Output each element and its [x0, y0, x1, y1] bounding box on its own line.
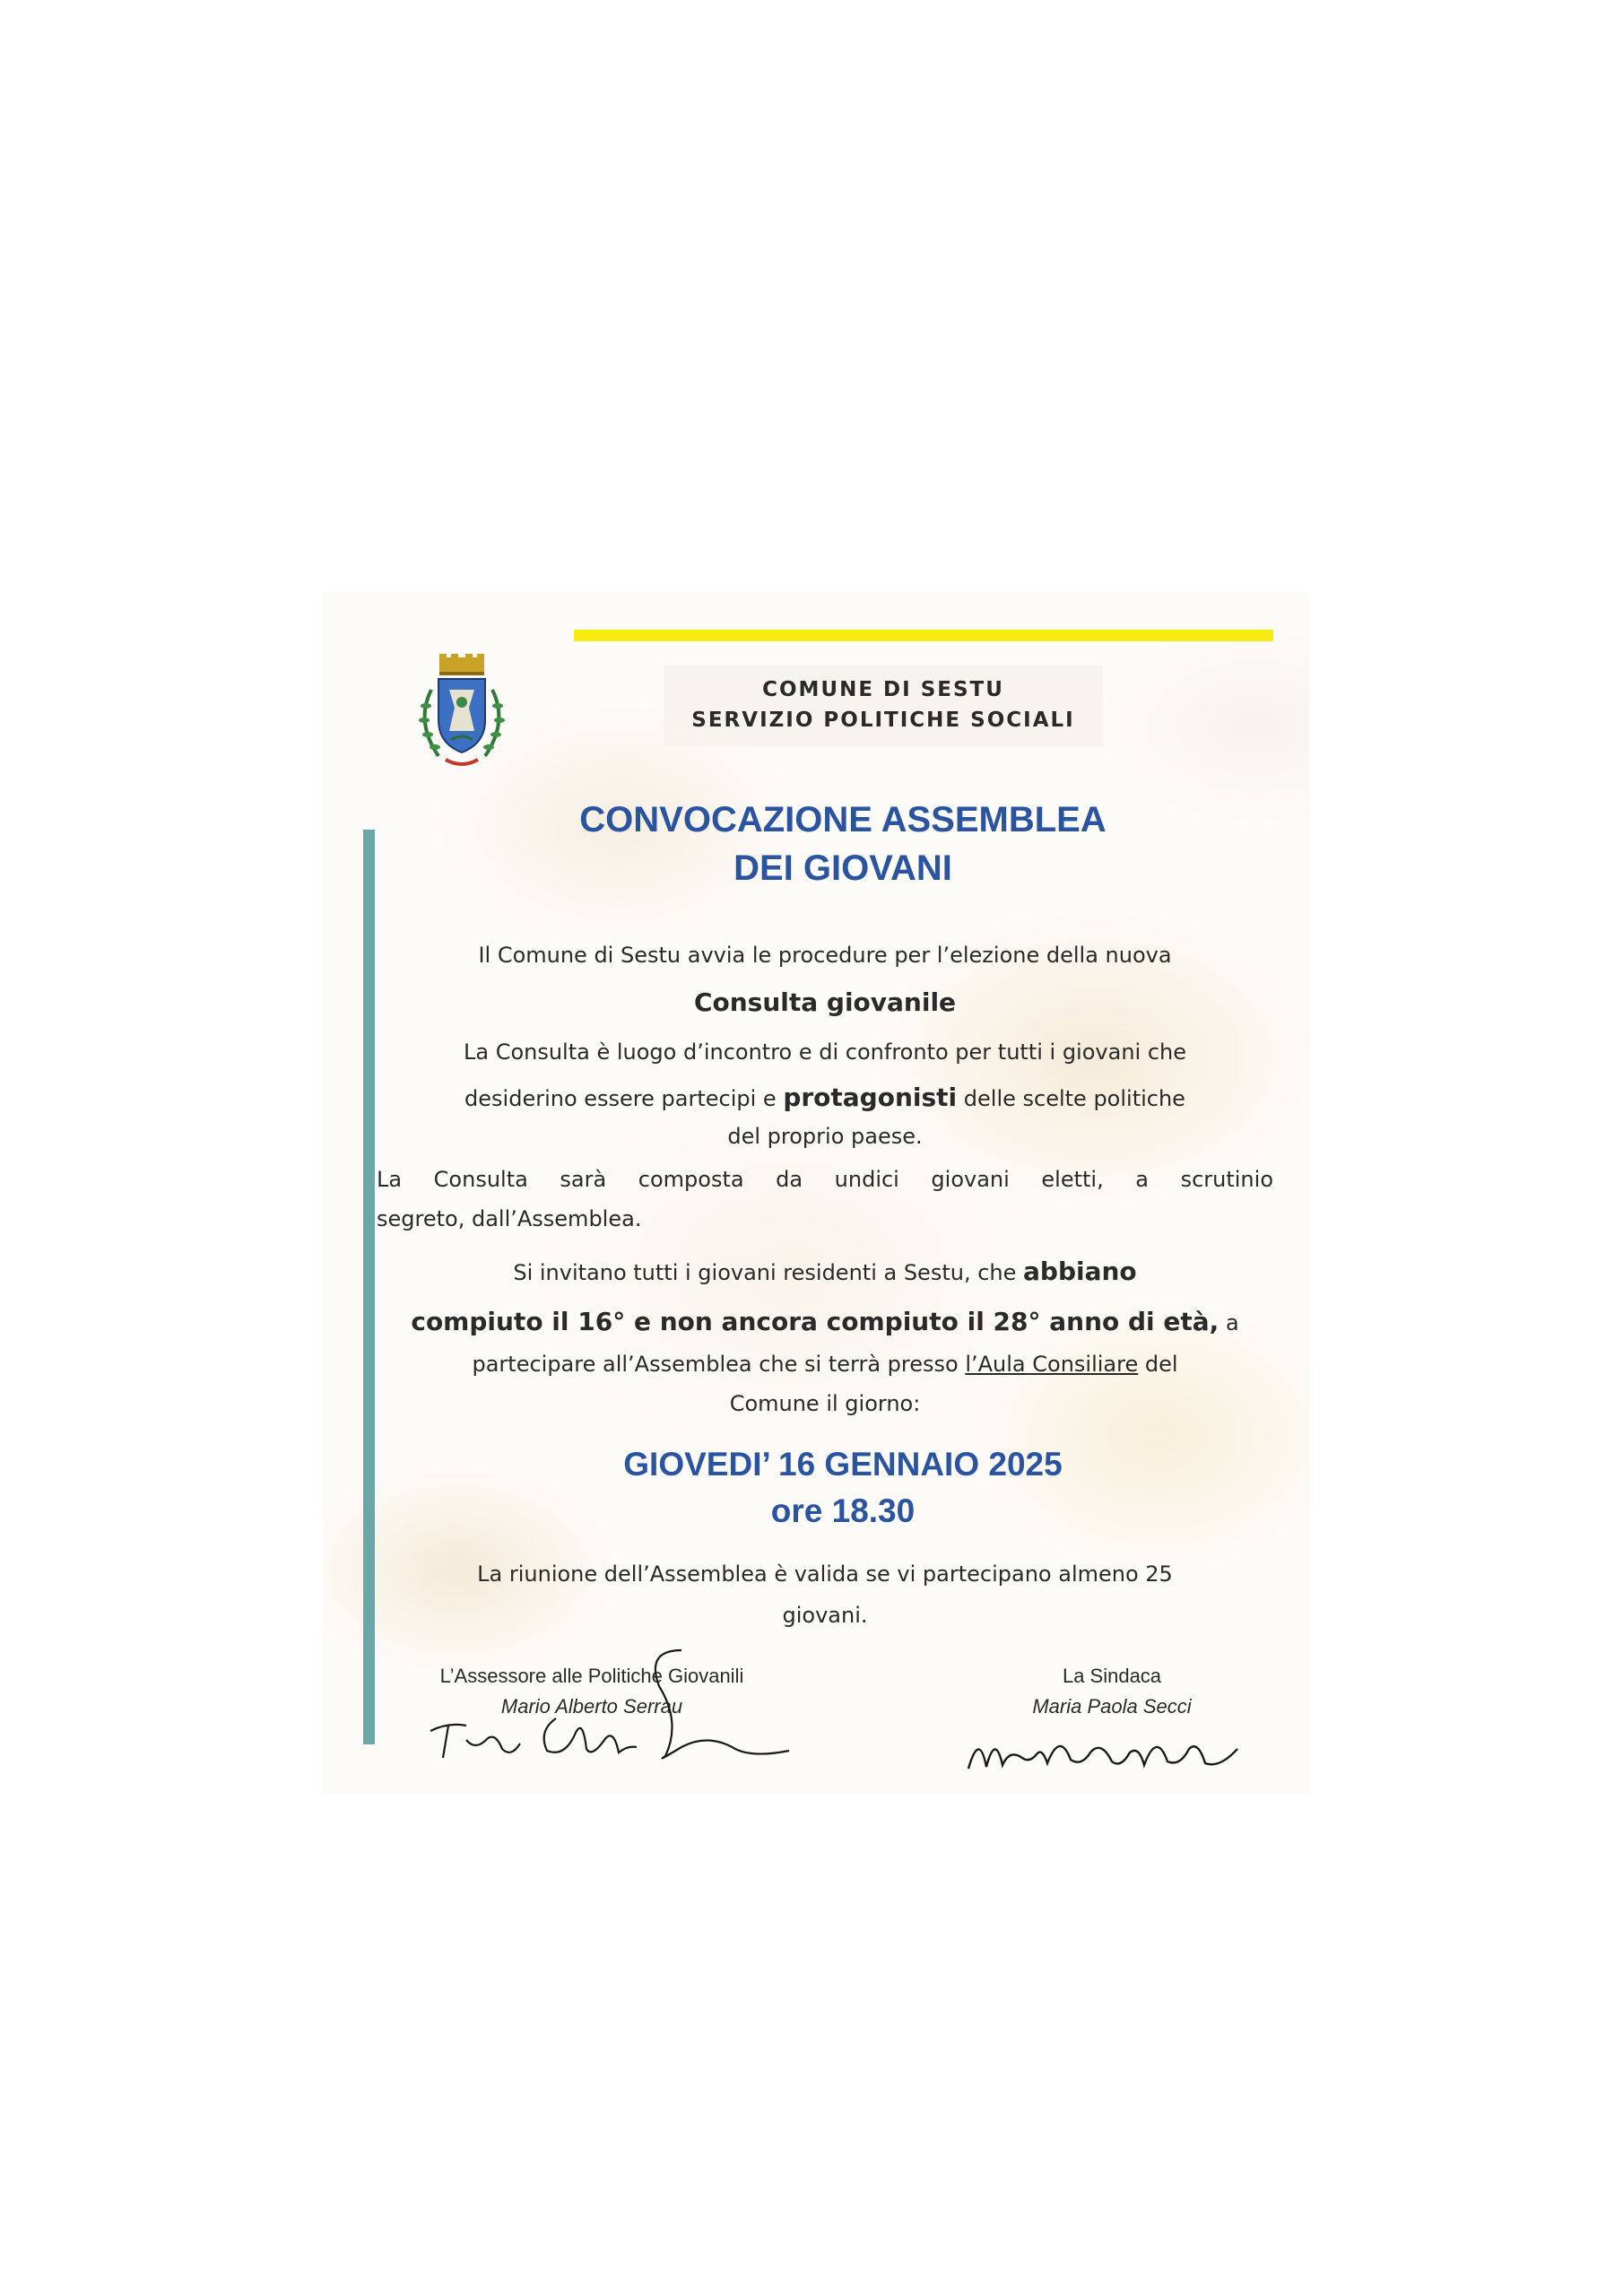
paragraph-text: delle scelte politiche	[957, 1086, 1185, 1111]
sindaca-handwritten-signature-icon	[959, 1713, 1255, 1785]
paragraph-1-line-3: del proprio paese.	[727, 1124, 923, 1149]
teal-side-bar	[363, 830, 375, 1744]
header-box	[664, 665, 1103, 746]
assessore-handwritten-signature-icon	[412, 1632, 825, 1767]
paragraph-text: partecipare all’Assemblea che si terrà presso	[472, 1352, 966, 1377]
header-servizio: SERVIZIO POLITICHE SOCIALI	[691, 709, 1075, 732]
paragraph-2-line-2: segreto, dall’Assemblea.	[377, 1206, 642, 1231]
yellow-accent-bar	[574, 630, 1273, 641]
validity-line-1: La riunione dell’Assemblea è valida se vi partecipano almeno 25	[477, 1561, 1173, 1587]
page-title-line2: DEI GIOVANI	[733, 848, 952, 888]
consulta-heading: Consulta giovanile	[693, 987, 957, 1017]
assessore-role: L’Assessore alle Politiche Giovanili	[439, 1665, 744, 1687]
header-comune: COMUNE DI SESTU	[762, 678, 1004, 701]
aula-consiliare-link: l’Aula Consiliare	[965, 1352, 1139, 1377]
paragraph-3-line-1	[377, 1256, 1273, 1288]
paragraph-text: desiderino essere partecipi e	[464, 1086, 784, 1111]
emphasis-abbiano: abbiano	[1023, 1257, 1137, 1286]
poster	[323, 592, 1309, 1794]
emphasis-age-range: compiuto il 16° e non ancora compiuto il 28° anno di età,	[411, 1307, 1219, 1336]
paragraph-1-line-2	[377, 1082, 1273, 1114]
paragraph-2-line-1: La Consulta sarà composta da undici giovani eletti, a scrutinio	[377, 1167, 1273, 1192]
intro-text: Il Comune di Sestu avvia le procedure per l’elezione della nuova	[478, 943, 1172, 968]
paragraph-text: Si invitano tutti i giovani residenti a Sestu, che	[513, 1260, 1024, 1285]
sindaca-name: Maria Paola Secci	[1032, 1695, 1192, 1718]
event-date: GIOVEDI’ 16 GENNAIO 2025	[623, 1446, 1063, 1483]
sindaca-role: La Sindaca	[1062, 1665, 1162, 1687]
emphasis-protagonisti: protagonisti	[783, 1083, 958, 1112]
paragraph-3-line-3	[377, 1351, 1273, 1378]
paragraph-text: a	[1219, 1310, 1239, 1335]
event-time: ore 18.30	[770, 1492, 916, 1529]
paragraph-text: del	[1138, 1352, 1178, 1377]
paragraph-3-line-4: Comune il giorno:	[729, 1391, 921, 1416]
validity-line-2: giovani.	[782, 1603, 868, 1628]
coat-of-arms-icon	[399, 650, 525, 776]
assessore-name: Mario Alberto Serrau	[500, 1695, 683, 1718]
paragraph-1-line-1: La Consulta è luogo d’incontro e di confronto per tutti i giovani che	[463, 1039, 1186, 1065]
paragraph-3-line-2	[377, 1306, 1273, 1338]
sindaca-signature-block	[968, 1665, 1255, 1718]
page-title-line1: CONVOCAZIONE ASSEMBLEA	[579, 800, 1107, 839]
